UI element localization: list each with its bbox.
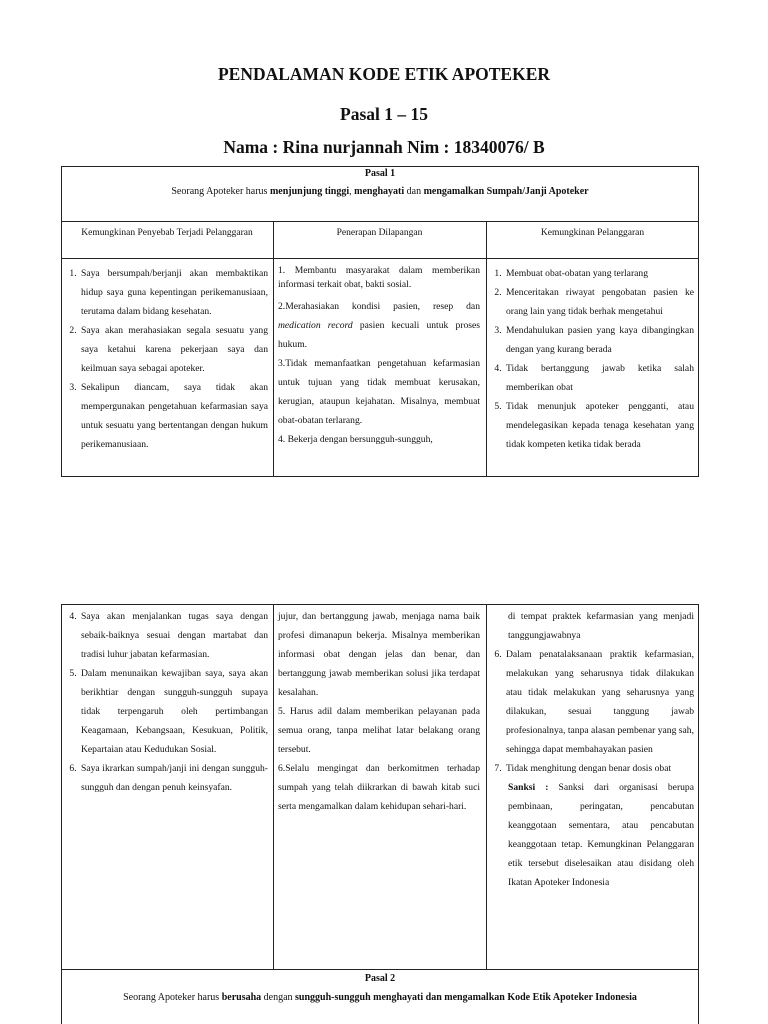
violation-continuation: di tempat praktek kefarmasian yang menjadi tanggungjawabnya [508,611,694,641]
list-item: 5. Dalam menunaikan kewajiban saya, saya akan berikhtiar dengan sungguh-sungguh supaya tidak terpengaruh oleh pertimbangan Keagamaan, Kebangsaan, Kesukuan, Politik, Kepartaian atau Kedudukan Sosial. [79,664,268,759]
list-item: 2. Saya akan merahasiakan segala sesuatu yang saya ketahui karena pekerjaan saya dan keilmuan saya sebagai apoteker. [79,321,268,378]
application-item: 4. Bekerja dengan bersungguh-sungguh, [278,434,433,445]
table-divider [61,258,699,259]
application-item: 2.Merahasiakan kondisi pasien, resep dan medication record pasien kecuali untuk proses hukum. [278,301,480,350]
column-header-application: Penerapan Dilapangan [336,228,423,238]
pasal-1-title: Pasal 1 [364,168,396,179]
table-divider [61,221,699,222]
list-item: 3. Mendahulukan pasien yang kaya dibangingkan dengan yang kurang berada [504,321,694,359]
list-item: 1. Membuat obat-obatan yang terlarang [504,264,694,283]
application-item: 3.Tidak memanfaatkan pengetahuan kefarmasian untuk tujuan yang tidak membuat kerusakan, kerugian, ataupun kejahatan. Misalnya, membuat obat-obatan terlarang. [278,358,480,426]
application-cell [278,264,480,449]
pasal-1-statement: Seorang Apoteker harus menjunjung tinggi, menghayati dan mengamalkan Sumpah/Janji Apoteker [171,186,589,197]
list-item: 6. Dalam penatalaksanaan praktik kefarmasian, melakukan yang seharusnya tidak dilakukan atau tidak melakukan yang seharusnya yang dilakukan, sesuai tanggung jawab profesionalnya, tanpa alasan pembenar yang sah, sehingga dapat membahayakan pasien [504,645,694,759]
list-item: 6. Saya ikrarkan sumpah/janji ini dengan sungguh-sungguh dan dengan penuh keinsyafan. [79,759,268,797]
list-item: 2. Menceritakan riwayat pengobatan pasien ke orang lain yang tidak berhak mengetahui [504,283,694,321]
list-item: 4. Tidak bertanggung jawab ketika salah memberikan obat [504,359,694,397]
application-cell-continued [278,607,480,816]
violations-cell [489,264,694,454]
list-item: 4. Saya akan menjalankan tugas saya dengan sebaik-baiknya sesuai dengan martabat dan tradisi luhur jabatan kefarmasian. [79,607,268,664]
pasal-2-title: Pasal 2 [364,973,396,984]
list-item: 1. Saya bersumpah/berjanji akan membaktikan hidup saya guna kepentingan perikemanusiaan, terutama dalam bidang kesehatan. [79,264,268,321]
column-header-violations: Kemungkinan Pelanggaran [540,228,645,238]
causes-cell [64,264,268,454]
column-divider [273,604,274,969]
pasal-2-statement: Seorang Apoteker harus berusaha dengan sungguh-sungguh menghayati dan mengamalkan Kode Etik Apoteker Indonesia [123,992,637,1003]
application-item: 6.Selalu mengingat dan berkomitmen terhadap sumpah yang telah diikrarkan di bawah kitab suci serta mengamalkan dalam kehidupan sehari-hari. [278,763,480,812]
column-divider [486,604,487,969]
application-item: jujur, dan bertanggung jawab, menjaga nama baik profesi dimanapun bekerja. Misalnya memberikan informasi obat dengan jelas dan benar, dan bertanggung jawab memberikan solusi jika terdapat kesalahan. [278,611,480,698]
violations-cell-continued [489,607,694,892]
list-item: 7. Tidak menghitung dengan benar dosis obat [504,759,694,778]
document-subtitle: Pasal 1 – 15 [340,104,428,124]
application-item: 5. Harus adil dalam memberikan pelayanan pada semua orang, tanpa melihat latar belakang orang tersebut. [278,706,480,755]
column-header-causes: Kemungkinan Penyebab Terjadi Pelanggaran [81,228,253,238]
document-title: PENDALAMAN KODE ETIK APOTEKER [217,64,551,84]
student-name-line: Nama : Rina nurjannah Nim : 18340076/ B [223,137,545,157]
causes-cell-continued [64,607,268,797]
list-item: 3. Sekalipun diancam, saya tidak akan mempergunakan pengetahuan kefarmasian saya untuk sesuatu yang bertentangan dengan hukum perikemanusiaan. [79,378,268,454]
table-divider [61,969,699,970]
application-item: 1. Membantu masyarakat dalam memberikan informasi terkait obat, bakti sosial. [278,265,480,290]
list-item: 5. Tidak menunjuk apoteker pengganti, atau mendelegasikan kepada tenaga kesehatan yang tidak kompeten ketika tidak berada [504,397,694,454]
column-divider [486,221,487,477]
column-divider [273,221,274,477]
sanksi-note: Sanksi : Sanksi dari organisasi berupa pembinaan, peringatan, pencabutan keanggotaan sementara, atau pencabutan keanggotaan tetap. Kemungkinan Pelanggaran etik tersebut diselesaikan atau disidang oleh Ikatan Apoteker Indonesia [508,782,694,888]
